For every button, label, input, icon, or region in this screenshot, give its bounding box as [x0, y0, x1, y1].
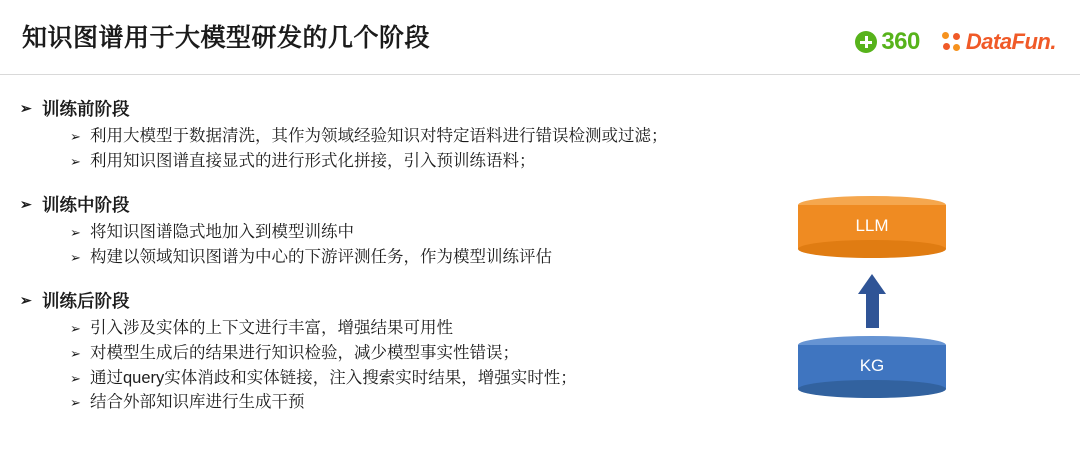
spacer	[20, 180, 760, 192]
arrow-bullet-icon: ➢	[20, 100, 32, 116]
arrow-head	[858, 274, 886, 294]
list-item	[70, 317, 760, 341]
list-item-label: 将知识图谱隐式地加入到模型训练中	[90, 222, 354, 241]
spacer	[20, 276, 760, 288]
list-item-label: 引入涉及实体的上下文进行丰富，增强结果可用性	[90, 318, 453, 337]
logo-datafun-text: DataFun.	[965, 29, 1056, 54]
list-item	[70, 150, 760, 174]
kg-cylinder	[798, 336, 946, 398]
list-item-label: 对模型生成后的结果进行知识检验，减少模型事实性错误；	[90, 343, 519, 362]
arrow-bullet-icon: ➢	[70, 224, 81, 240]
cylinder-bottom	[798, 380, 946, 398]
list-item-label: 通过query实体消歧和实体链接，注入搜索实时结果，增强实时性；	[90, 368, 577, 387]
list-item-label: 利用知识图谱直接显式的进行形式化拼接，引入预训练语料；	[90, 151, 536, 170]
section-heading	[20, 192, 760, 217]
arrow-bullet-icon: ➢	[70, 395, 81, 411]
logo-360	[855, 28, 920, 56]
section-heading	[20, 288, 760, 313]
arrow-bullet-icon: ➢	[70, 129, 81, 144]
list-item	[70, 221, 760, 245]
arrow-bullet-icon: ➢	[70, 345, 81, 361]
section-heading-label: 训练前阶段	[42, 99, 130, 119]
list-item-label: 利用大模型于数据清洗，其作为领域经验知识对特定语料进行错误检测或过滤；	[90, 127, 668, 145]
arrow-bullet-icon: ➢	[20, 195, 32, 212]
arrow-shaft	[866, 292, 879, 328]
list-item	[70, 342, 760, 366]
arrow-bullet-icon: ➢	[70, 370, 81, 386]
arrow-bullet-icon: ➢	[20, 291, 32, 308]
logo-360-text: 360	[881, 28, 920, 55]
list-item	[70, 391, 760, 415]
list-item	[70, 246, 760, 270]
cylinder-bottom	[798, 240, 946, 258]
section-items	[20, 125, 760, 174]
section-heading	[20, 96, 760, 121]
section-heading-label: 训练中阶段	[42, 194, 130, 215]
section-post-training	[20, 288, 760, 416]
list-item-label: 构建以领域知识图谱为中心的下游评测任务，作为模型训练评估	[90, 247, 552, 266]
section-items	[20, 317, 760, 416]
list-item-label: 结合外部知识库进行生成干预	[90, 393, 305, 412]
section-during-training	[20, 192, 760, 270]
kg-label: KG	[859, 356, 885, 375]
logo-group	[855, 28, 1056, 56]
logo-datafun	[942, 29, 1056, 55]
list-item	[70, 367, 760, 391]
plus-circle-icon	[855, 31, 877, 53]
content-body	[20, 96, 760, 421]
dots-square-icon	[942, 32, 962, 52]
section-items	[20, 221, 760, 270]
llm-label: LLM	[855, 216, 889, 235]
list-item	[70, 125, 760, 149]
kg-llm-diagram	[792, 196, 952, 411]
section-pre-training	[20, 96, 760, 174]
arrow-bullet-icon: ➢	[70, 153, 81, 169]
page-title: 知识图谱用于大模型研发的几个阶段	[22, 24, 431, 52]
llm-cylinder	[798, 196, 946, 258]
header-divider	[0, 74, 1080, 75]
arrow-bullet-icon: ➢	[70, 249, 81, 265]
arrow-bullet-icon: ➢	[70, 320, 81, 336]
section-heading-label: 训练后阶段	[42, 290, 130, 311]
up-arrow-icon	[858, 274, 886, 328]
